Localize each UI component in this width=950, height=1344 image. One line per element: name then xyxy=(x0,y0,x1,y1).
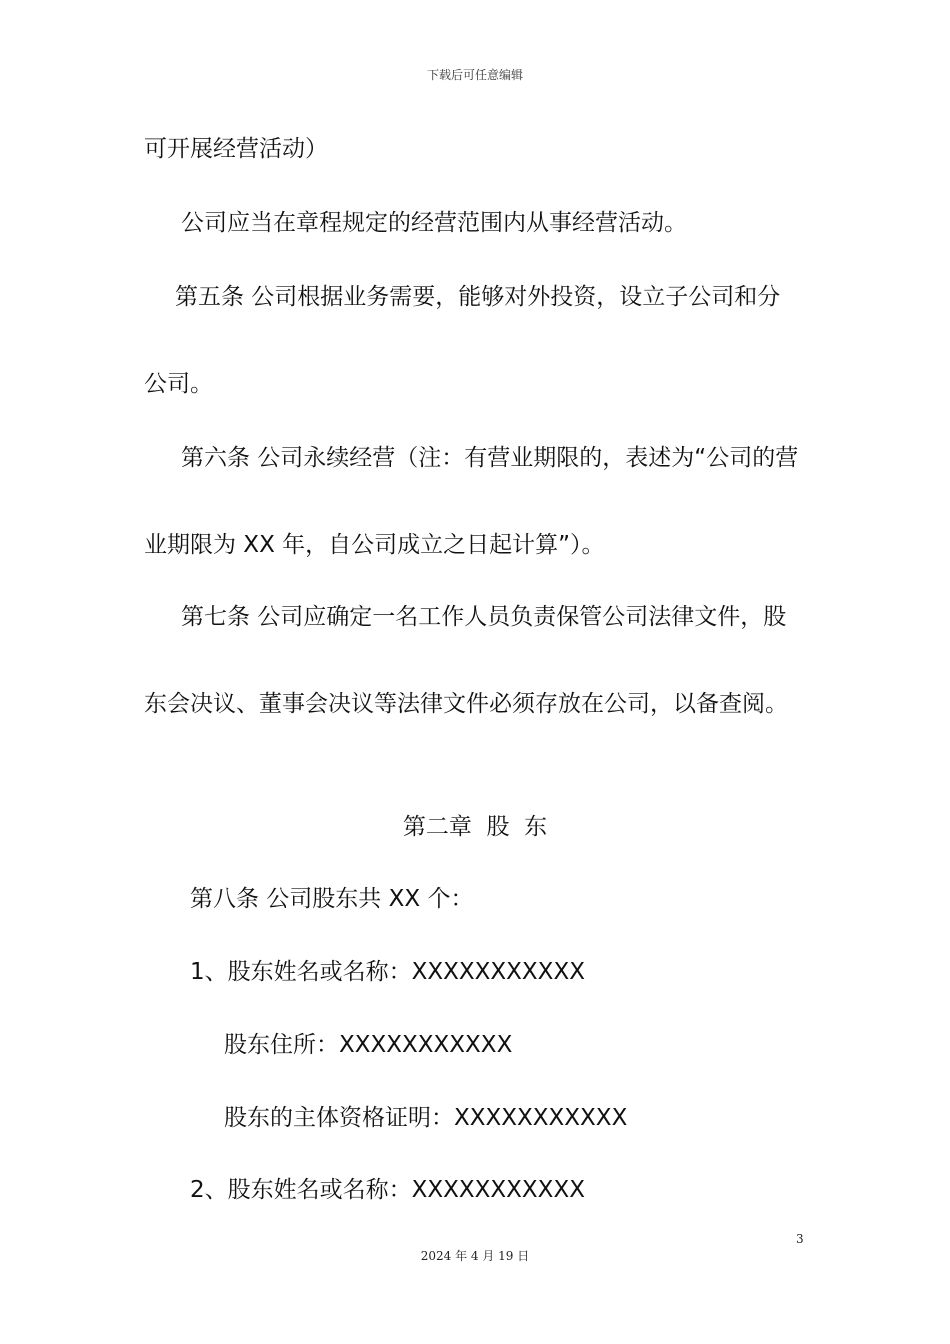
body-line-1: 可开展经营活动） xyxy=(144,136,328,162)
shareholder-1-address: 股东住所：XXXXXXXXXXX xyxy=(224,1032,513,1058)
article-6-line-2: 业期限为 XX 年，自公司成立之日起计算”）。 xyxy=(144,532,605,558)
body-line-2: 公司应当在章程规定的经营范围内从事经营活动。 xyxy=(181,210,687,236)
article-6-line-1: 第六条 公司永续经营（注：有营业期限的，表述为“公司的营 xyxy=(181,445,799,471)
footer-date: 2024 年 4 月 19 日 xyxy=(420,1249,530,1263)
article-7-line-2: 东会决议、董事会决议等法律文件必须存放在公司，以备查阅。 xyxy=(144,691,788,717)
article-7-line-1: 第七条 公司应确定一名工作人员负责保管公司法律文件，股 xyxy=(181,604,787,630)
chapter-title: 第二章 股 东 xyxy=(402,814,548,840)
article-8-line: 第八条 公司股东共 XX 个： xyxy=(190,886,474,912)
article-5-line-1: 第五条 公司根据业务需要，能够对外投资，设立子公司和分 xyxy=(175,284,781,310)
page-number: 3 xyxy=(796,1232,804,1246)
article-5-line-2: 公司。 xyxy=(144,371,213,397)
shareholder-2-name: 2、股东姓名或名称：XXXXXXXXXXX xyxy=(190,1177,585,1203)
shareholder-1-name: 1、股东姓名或名称：XXXXXXXXXXX xyxy=(190,959,585,985)
shareholder-1-certificate: 股东的主体资格证明：XXXXXXXXXXX xyxy=(224,1105,628,1131)
page-header: 下载后可任意编辑 xyxy=(426,68,523,82)
